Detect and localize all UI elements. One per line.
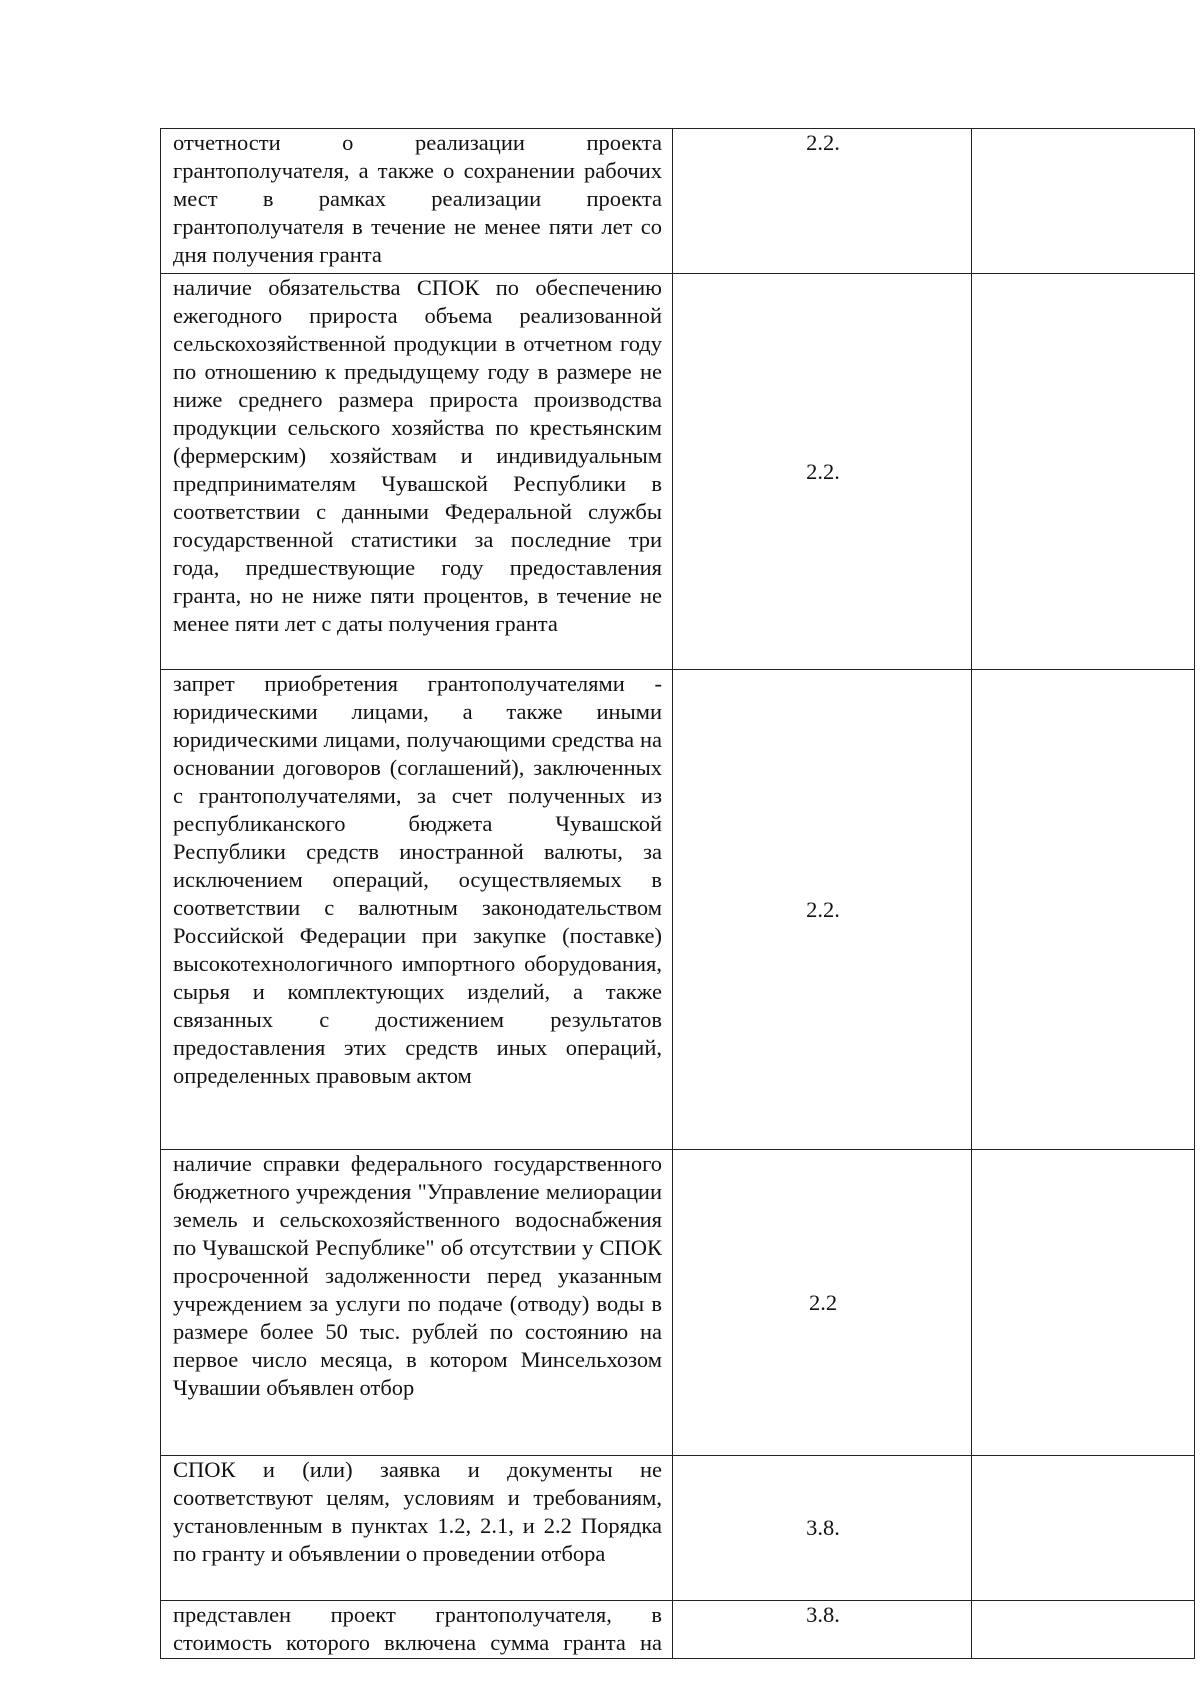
reference-cell: [673, 670, 972, 1150]
table-row: [161, 129, 1195, 274]
note-cell: [972, 1601, 1195, 1659]
table-row: [161, 274, 1195, 670]
reference-cell: [673, 1601, 972, 1659]
requirement-text-cell: [161, 1456, 673, 1601]
reference-number: 2.2.: [806, 458, 840, 484]
requirement-text: отчетности о реализации проекта грантополучателя, а также о сохранении рабочих мест в рамках реализации проекта грантополучателя в течение не менее пяти лет со дня получения гранта: [173, 130, 662, 267]
note-cell: [972, 1150, 1195, 1456]
requirement-text: запрет приобретения грантополучателями - юридическими лицами, а также иными юридическими лицами, получающими средства на основании договоров (соглашений), заключенных с грантополучателями, за счет полученных из республиканского бюджета Чувашской Республики средств иностранной валюты, за исключением операций, осуществляемых в соответствии с валютным законодательством Российской Федерации при закупке (поставке) высокотехнологичного импортного оборудования, сырья и комплектующих изделий, а также связанных с достижением результатов предоставления этих средств иных операций, определенных правовым актом: [173, 671, 662, 1088]
note-cell: [972, 129, 1195, 274]
requirement-text-cell: [161, 1150, 673, 1456]
reference-number: 2.2.: [806, 130, 840, 155]
table-row: [161, 1456, 1195, 1601]
reference-cell: [673, 1150, 972, 1456]
requirements-table: [160, 128, 1195, 1659]
note-cell: [972, 274, 1195, 670]
table-row: [161, 1601, 1195, 1659]
requirement-text-cell: [161, 274, 673, 670]
reference-number: 3.8.: [806, 1515, 840, 1540]
requirement-text-cell: [161, 1601, 673, 1659]
reference-cell: [673, 274, 972, 670]
table-row: [161, 1150, 1195, 1456]
requirement-text: наличие справки федерального государственного бюджетного учреждения "Управление мелиорации земель и сельскохозяйственного водоснабжения по Чувашской Республике" об отсутствии у СПОК просроченной задолженности перед указанным учреждением за услуги по подаче (отводу) воды в размере более 50 тыс. рублей по состоянию на первое число месяца, в котором Минсельхозом Чувашии объявлен отбор: [173, 1151, 662, 1400]
note-cell: [972, 670, 1195, 1150]
requirement-text-cell: [161, 129, 673, 274]
requirement-text: представлен проект грантополучателя, в стоимость которого включена сумма гранта на: [173, 1602, 662, 1655]
reference-number: 2.2.: [806, 896, 840, 922]
reference-number: 3.8.: [806, 1602, 840, 1627]
requirement-text: СПОК и (или) заявка и документы не соответствуют целям, условиям и требованиям, установленным в пунктах 1.2, 2.1, и 2.2 Порядка по гранту и объявлении о проведении отбора: [173, 1457, 662, 1566]
requirement-text: наличие обязательства СПОК по обеспечению ежегодного прироста объема реализованной сельскохозяйственной продукции в отчетном году по отношению к предыдущему году в размере не ниже среднего размера прироста производства продукции сельского хозяйства по крестьянским (фермерским) хозяйствам и индивидуальным предпринимателям Чувашской Республики в соответствии с данными Федеральной службы государственной статистики за последние три года, предшествующие году предоставления гранта, но не ниже пяти процентов, в течение не менее пяти лет с даты получения гранта: [173, 275, 662, 636]
reference-cell: [673, 1456, 972, 1601]
requirement-text-cell: [161, 670, 673, 1150]
reference-cell: [673, 129, 972, 274]
table-row: [161, 670, 1195, 1150]
reference-number: 2.2: [808, 1289, 838, 1315]
note-cell: [972, 1456, 1195, 1601]
